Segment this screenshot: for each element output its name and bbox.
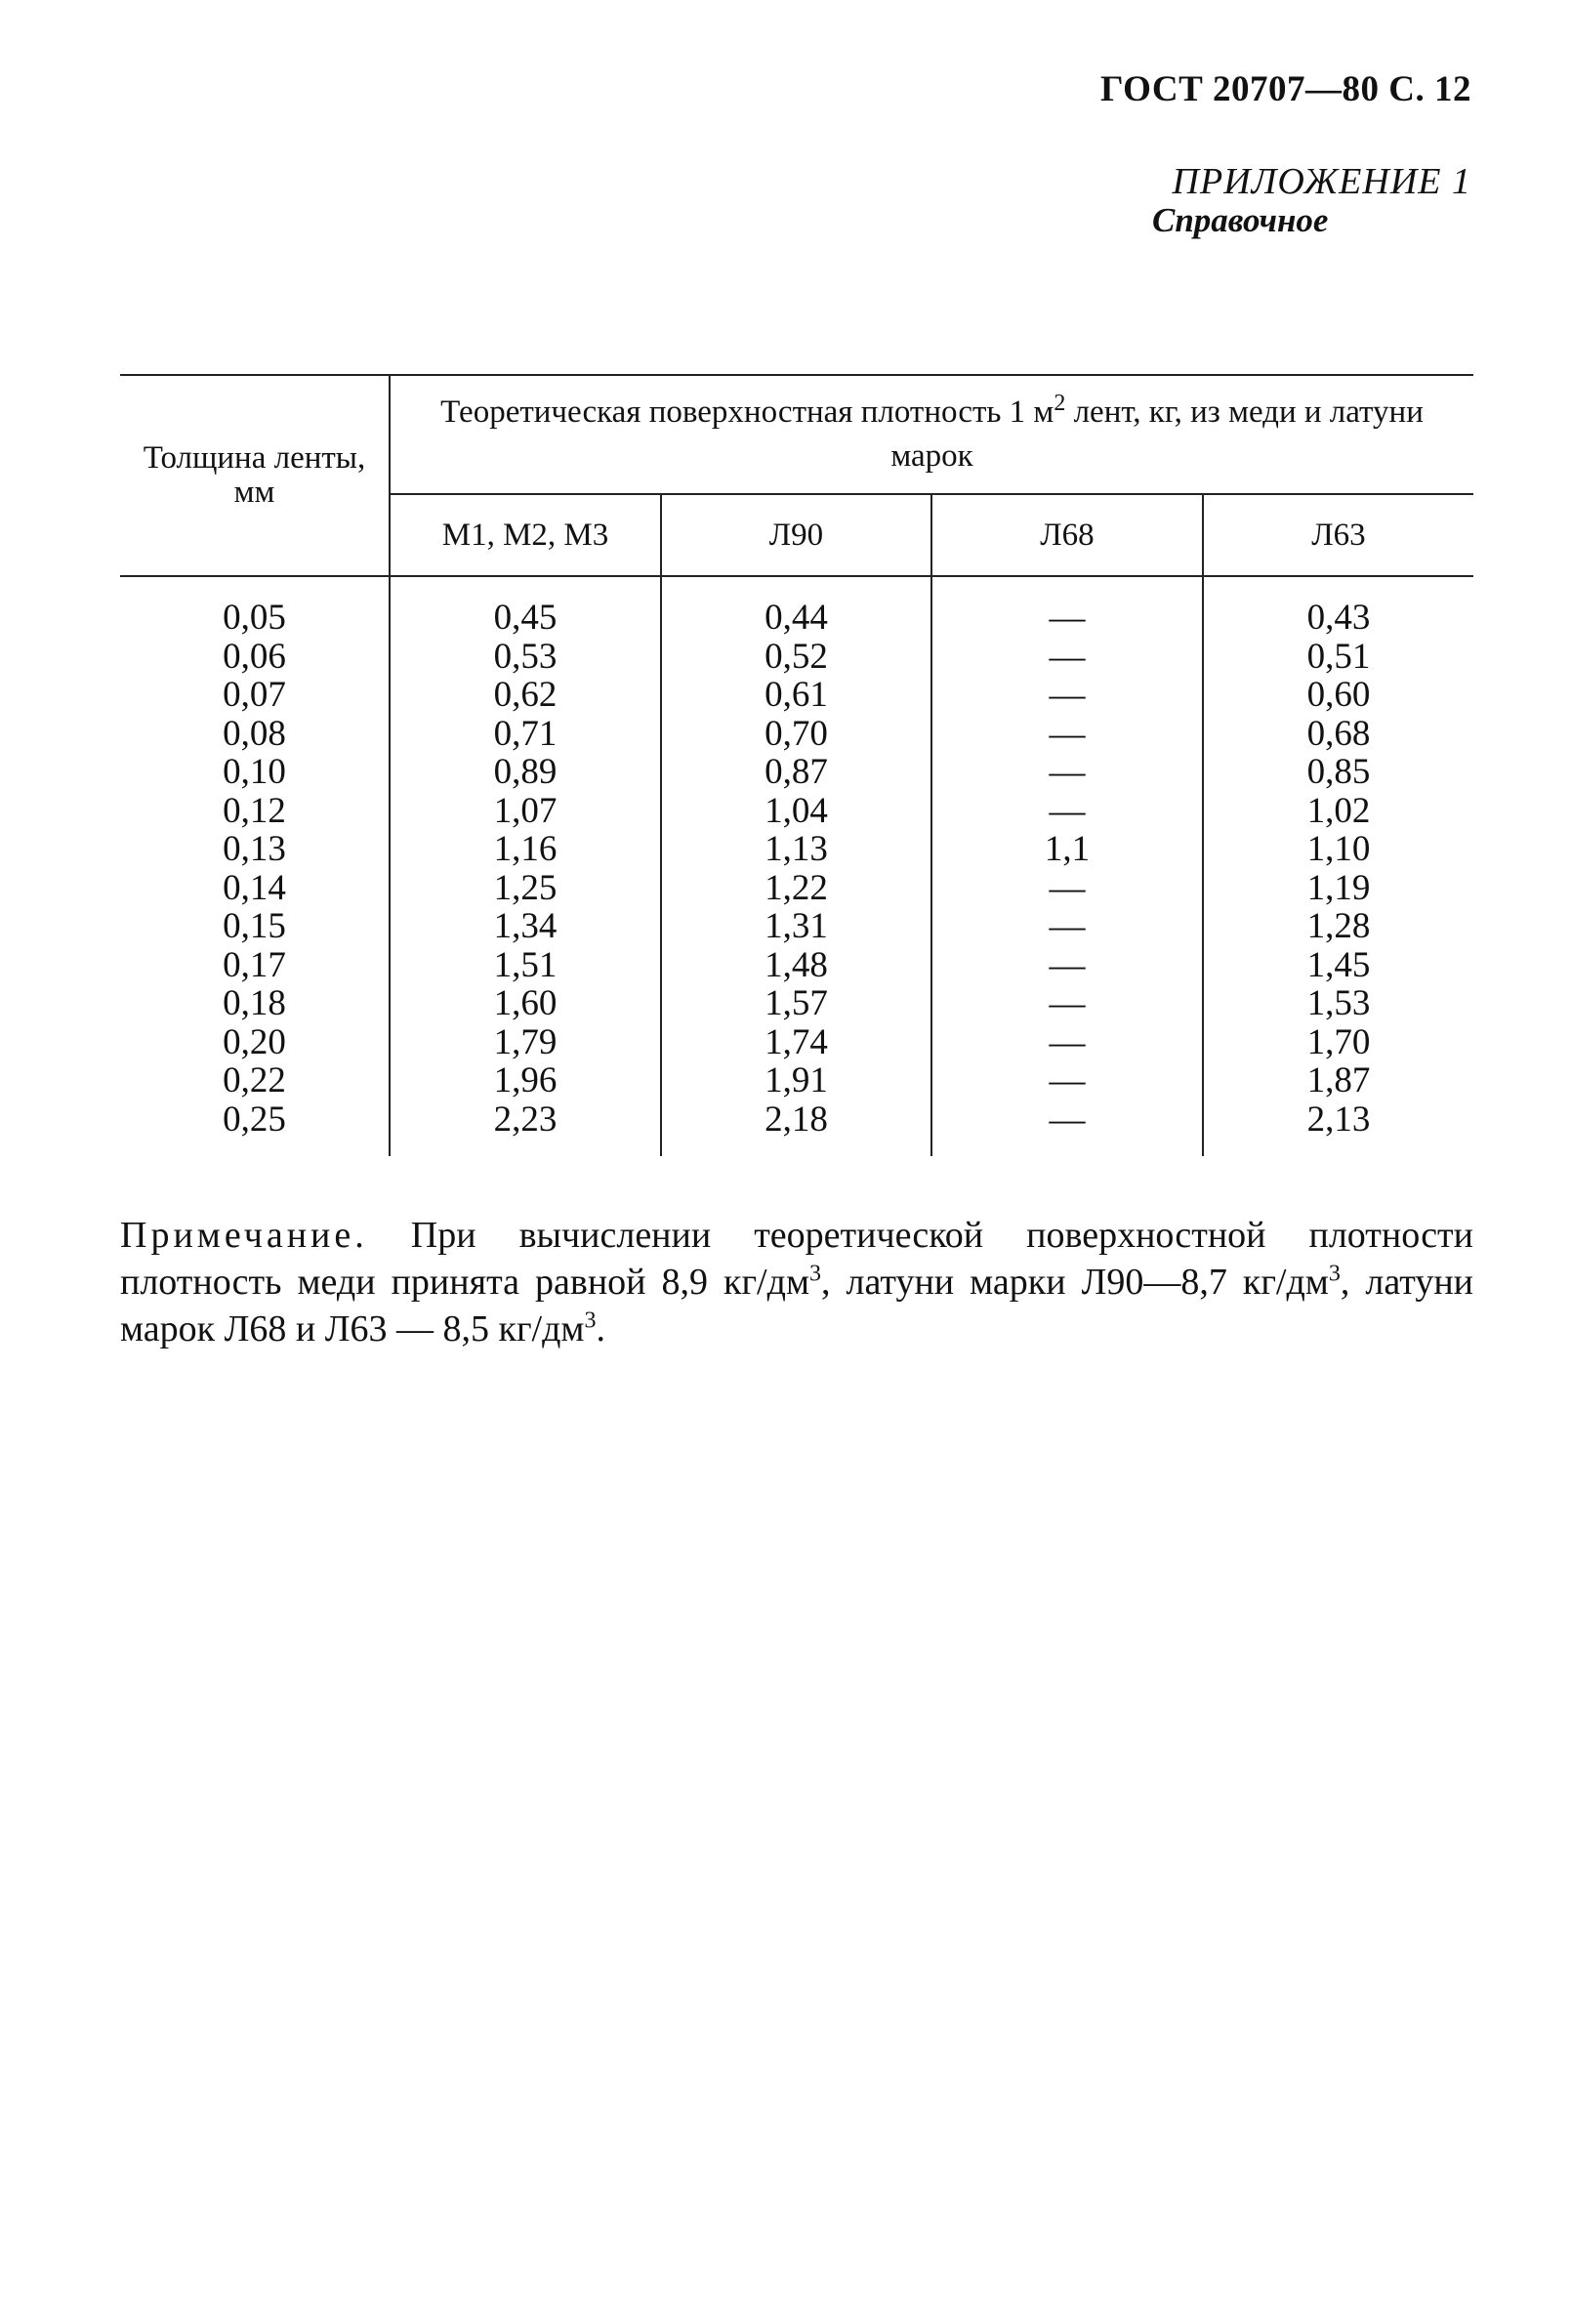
table-cell: 1,10	[1306, 829, 1371, 869]
density-group-header	[390, 375, 1473, 494]
table-cell: —	[931, 1061, 1203, 1100]
table-cell: 0,10	[120, 753, 390, 792]
table-row	[120, 792, 1473, 831]
page-header: ГОСТ 20707—80 С. 12	[1100, 69, 1471, 109]
column-header: Л63	[1203, 494, 1473, 576]
table-cell: —	[931, 676, 1203, 715]
table-cell: 1,74	[661, 1023, 931, 1062]
appendix-title: ПРИЛОЖЕНИЕ 1	[1172, 161, 1471, 202]
table-cell: 0,08	[120, 715, 390, 754]
table-cell: 1,70	[1306, 1021, 1371, 1062]
table-cell: —	[931, 1023, 1203, 1062]
table-cell: 0,52	[661, 638, 931, 677]
table-cell: 1,04	[661, 792, 931, 831]
table-cell: 2,18	[661, 1100, 931, 1157]
table-cell: 0,17	[120, 946, 390, 985]
table-cell: 1,57	[661, 984, 931, 1023]
table-body	[120, 576, 1473, 1156]
table-row	[120, 576, 1473, 638]
table-cell: 1,02	[1306, 790, 1371, 831]
table-cell: 0,13	[120, 830, 390, 869]
table-cell: 1,28	[1306, 906, 1371, 946]
note-text: , латуни марки Л90—8,7 кг/дм	[821, 1262, 1329, 1303]
note-paragraph	[120, 1212, 1473, 1352]
table-cell: 0,87	[661, 753, 931, 792]
table-cell: 1,45	[1306, 944, 1371, 985]
table-cell: 1,19	[1306, 867, 1371, 908]
table-cell: 0,18	[120, 984, 390, 1023]
table-cell: 0,62	[390, 676, 661, 715]
table-row	[120, 1100, 1473, 1157]
table-cell: 1,25	[390, 869, 661, 908]
table-cell: 1,13	[661, 830, 931, 869]
table-cell: 0,71	[390, 715, 661, 754]
table-cell: 0,44	[661, 576, 931, 638]
table-row	[120, 946, 1473, 985]
table-cell: 0,61	[661, 676, 931, 715]
table-cell: 2,13	[1306, 1099, 1371, 1140]
table-row	[120, 715, 1473, 754]
table-cell: 1,07	[390, 792, 661, 831]
table-cell: 1,53	[1306, 983, 1371, 1023]
column-header: Л68	[931, 494, 1203, 576]
unit-superscript: 3	[809, 1261, 821, 1287]
note-text: При вычислении теоретической поверхностной плотности плотность меди принята равной 8,9 кг/дм	[120, 1215, 1473, 1303]
table-cell: 0,14	[120, 869, 390, 908]
group-header-text: Теоретическая поверхностная плотность 1 м	[440, 394, 1054, 431]
table-cell: 0,85	[1306, 752, 1371, 792]
table-cell: 0,12	[120, 792, 390, 831]
table-cell: —	[931, 576, 1203, 638]
table-cell: 0,07	[120, 676, 390, 715]
table-cell: 0,51	[1306, 636, 1371, 677]
table-cell: —	[931, 869, 1203, 908]
table-cell: 0,60	[1306, 675, 1371, 715]
table-cell: 0,20	[120, 1023, 390, 1062]
table-cell: 0,43	[1306, 598, 1371, 638]
table-cell: 1,51	[390, 946, 661, 985]
table-cell: 0,68	[1306, 713, 1371, 754]
note-text: .	[596, 1308, 605, 1349]
table-cell: 1,1	[931, 830, 1203, 869]
column-header: М1, М2, М3	[390, 494, 661, 576]
table-row	[120, 753, 1473, 792]
table-cell: —	[931, 715, 1203, 754]
table-cell: 0,06	[120, 638, 390, 677]
table-cell: —	[931, 984, 1203, 1023]
appendix-type: Справочное	[1152, 201, 1329, 239]
table-cell: 0,53	[390, 638, 661, 677]
group-header-text-end: лент, кг, из меди и латуни марок	[890, 394, 1424, 474]
unit-superscript: 3	[1328, 1261, 1341, 1287]
table-cell: 0,15	[120, 907, 390, 946]
table-cell: 0,45	[390, 576, 661, 638]
table-cell: 2,23	[390, 1100, 661, 1157]
thickness-header: Толщина ленты, мм	[120, 375, 390, 576]
note-text: , латуни марок Л68 и Л63 — 8,5 кг/дм	[120, 1262, 1473, 1349]
table-cell: 0,22	[120, 1061, 390, 1100]
table-cell: 1,48	[661, 946, 931, 985]
table-cell: 1,31	[661, 907, 931, 946]
table-row	[120, 676, 1473, 715]
table-cell: 1,96	[390, 1061, 661, 1100]
note-label: Примечание.	[120, 1215, 368, 1256]
table-cell: —	[931, 907, 1203, 946]
table-cell: —	[931, 946, 1203, 985]
table-cell: —	[931, 638, 1203, 677]
table-row	[120, 830, 1473, 869]
table-cell: 1,16	[390, 830, 661, 869]
table-cell: 1,87	[1306, 1060, 1371, 1100]
table-row	[120, 638, 1473, 677]
table-cell: —	[931, 753, 1203, 792]
table-cell: 1,34	[390, 907, 661, 946]
table-cell: 1,60	[390, 984, 661, 1023]
table-cell: —	[931, 792, 1203, 831]
table-row	[120, 869, 1473, 908]
table-row	[120, 984, 1473, 1023]
column-header: Л90	[661, 494, 931, 576]
table-row	[120, 1061, 1473, 1100]
table-row	[120, 907, 1473, 946]
table-cell: 1,91	[661, 1061, 931, 1100]
table-cell: 0,70	[661, 715, 931, 754]
table-cell: 0,25	[120, 1100, 390, 1157]
table-cell: 0,89	[390, 753, 661, 792]
table-cell: 0,05	[120, 576, 390, 638]
unit-superscript: 3	[584, 1307, 597, 1334]
table-cell: 1,22	[661, 869, 931, 908]
table-row	[120, 1023, 1473, 1062]
table-cell: —	[931, 1100, 1203, 1157]
density-table	[120, 374, 1473, 1156]
group-header-superscript: 2	[1054, 391, 1066, 417]
table-cell: 1,79	[390, 1023, 661, 1062]
